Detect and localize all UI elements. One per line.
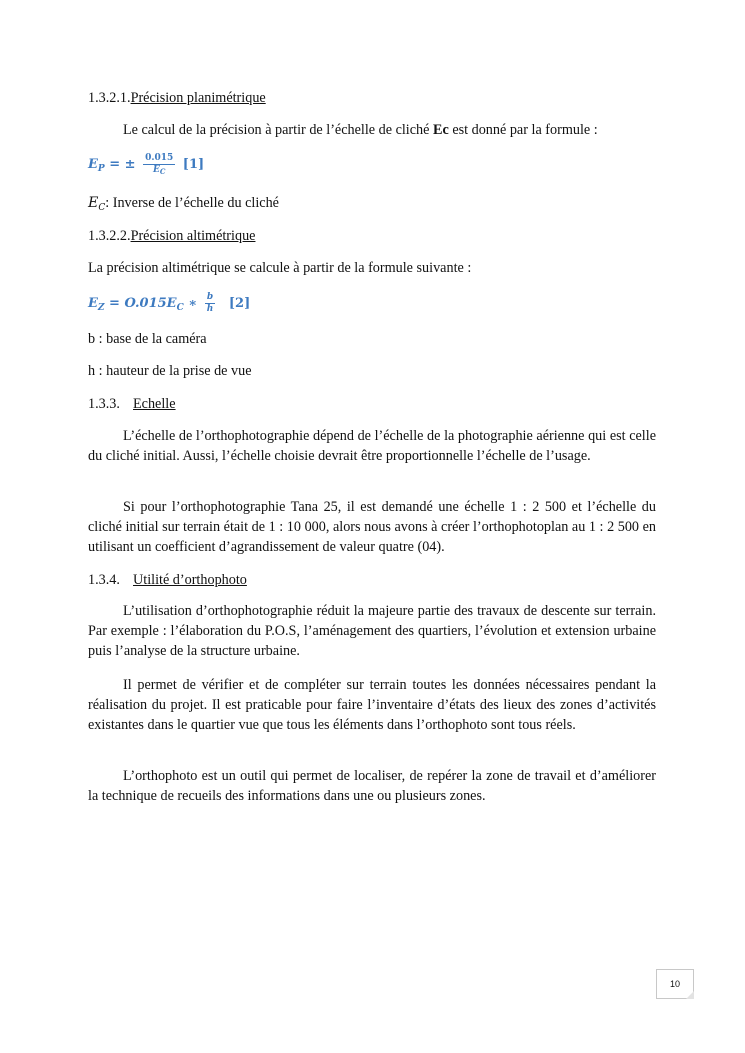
paragraph-text: Il permet de vérifier et de compléter sur terrain toutes les données nécessaires pendant la réalisation du projet. Il est praticable pour faire l’inventaire d’états des lieux des zones d’activités existantes dans le quartier vue que tous les éléments dans l’orthophoto sont tous réels.	[88, 677, 656, 733]
text-run: La précision altimétrique se calcule à partir de la formule suivante :	[88, 260, 472, 276]
section-title: Précision altimétrique	[130, 228, 256, 244]
formula-expression: = O.015E	[104, 296, 177, 311]
definition-text: b : base de la caméra	[88, 331, 207, 347]
formula-reference: [2]	[228, 296, 251, 311]
section-number: 1.3.2.1.	[88, 90, 131, 106]
formula-var: E	[88, 296, 98, 311]
definition-text: : Inverse de l’échelle du cliché	[105, 195, 279, 211]
fraction-denominator: E	[152, 164, 160, 175]
formula-operator: ∗	[183, 296, 202, 311]
paragraph-utilite-3	[88, 766, 656, 806]
text-run: Le calcul de la précision à partir de l’échelle de cliché	[123, 122, 433, 138]
paragraph-text: L’orthophoto est un outil qui permet de localiser, de repérer la zone de travail et d’améliorer la technique de recueils des informations dans une ou plusieurs zones.	[88, 768, 656, 804]
definition-b	[88, 329, 656, 349]
paragraph-utilite-1	[88, 601, 656, 661]
formula-1	[88, 151, 656, 183]
bold-term: Ec	[433, 122, 449, 138]
formula-subscript: C	[159, 166, 166, 176]
paragraph-text: L’utilisation d’orthophotographie réduit la majeure partie des travaux de descente sur terrain. Par exemple : l’élaboration du P.O.S, l’aménagement des quartiers, l’évolution et extension urbaine puis l’analyse de la structure urbaine.	[88, 603, 656, 659]
formula-fraction	[143, 153, 175, 177]
formula-reference: [1]	[182, 157, 205, 172]
formula-var: E	[88, 157, 98, 172]
section-heading-1-3-2-1	[88, 88, 656, 108]
formula-subscript: Z	[97, 303, 105, 313]
paragraph-text: Si pour l’orthophotographie Tana 25, il est demandé une échelle 1 : 2 500 et l’échelle du cliché initial sur terrain était de 1 : 10 000, alors nous avons à créer l’orthophotoplan au 1 : 2 500 en utilisant un coefficient d’agrandissement de valeur quatre (04).	[88, 499, 656, 555]
section-heading-1-3-2-2	[88, 226, 656, 246]
section-number: 1.3.3.	[88, 396, 120, 412]
formula-operator: = ±	[104, 157, 141, 172]
definition-ec	[88, 193, 656, 218]
paragraph-echelle-2	[88, 497, 656, 557]
section-title: Echelle	[133, 396, 176, 412]
text-run: est donné par la formule :	[448, 122, 598, 138]
paragraph-intro-altimetric	[88, 258, 656, 278]
fraction-numerator: b	[205, 292, 216, 304]
section-number: 1.3.2.2.	[88, 228, 131, 244]
paragraph-echelle-1	[88, 426, 656, 466]
math-subscript: C	[98, 203, 106, 213]
section-title: Précision planimétrique	[130, 90, 266, 106]
section-heading-1-3-3	[88, 394, 656, 414]
definition-h	[88, 361, 656, 381]
fraction-denominator: h	[206, 304, 214, 314]
fraction-numerator: 0.015	[145, 152, 174, 163]
formula-subscript: P	[97, 164, 105, 174]
formula-2	[88, 290, 656, 322]
math-variable: E	[88, 195, 99, 211]
formula-fraction	[205, 292, 216, 315]
paragraph-intro-planimetric	[88, 120, 656, 140]
section-number: 1.3.4.	[88, 572, 120, 588]
page-number: 10	[669, 979, 680, 989]
paragraph-utilite-2	[88, 675, 656, 735]
page-number-box	[656, 969, 694, 999]
definition-text: h : hauteur de la prise de vue	[88, 363, 252, 379]
section-heading-1-3-4	[88, 570, 656, 590]
section-title: Utilité d’orthophoto	[133, 572, 247, 588]
paragraph-text: L’échelle de l’orthophotographie dépend de l’échelle de la photographie aérienne qui est celle du cliché initial. Aussi, l’échelle choisie devrait être proportionnelle l’échelle de l’usage.	[88, 428, 656, 464]
formula-subscript: C	[176, 303, 184, 313]
